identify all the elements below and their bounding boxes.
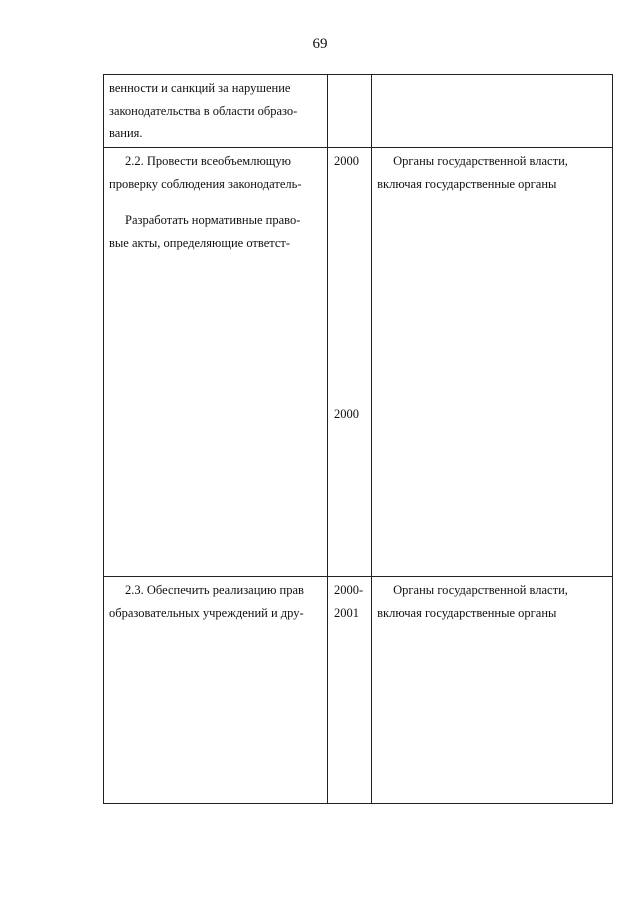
action-cell [104, 148, 328, 577]
executors-cell [372, 75, 613, 148]
measures-table [103, 74, 613, 804]
action-text: венности и санкций за нарушение законодательства в области образо- вания. [109, 81, 298, 140]
action-cell [104, 577, 328, 804]
table-row [104, 148, 613, 577]
action-text: 2.2. Провести всеобъемлющую проверку соблюдения законодатель- [109, 154, 302, 191]
years-cell [328, 75, 372, 148]
years-cell [328, 148, 372, 577]
action-text: 2.3. Обеспечить реализацию прав образовательных учреждений и дру- [109, 583, 304, 620]
executors-text: Органы государственной власти, включая государственные органы [377, 583, 568, 620]
executors-cell [372, 148, 613, 577]
table-row [104, 577, 613, 804]
years-text: 2000- 2001 [334, 583, 364, 620]
action-text-2: Разработать нормативные право- вые акты, определяющие ответст- [109, 213, 301, 250]
executors-cell [372, 577, 613, 804]
years-text-2: 2000 [334, 406, 359, 421]
page-number: 69 [312, 36, 328, 52]
table-row [104, 75, 613, 148]
action-cell [104, 75, 328, 148]
years-cell [328, 577, 372, 804]
executors-text: Органы государственной власти, включая государственные органы [377, 154, 568, 191]
years-text: 2000 [334, 154, 359, 168]
